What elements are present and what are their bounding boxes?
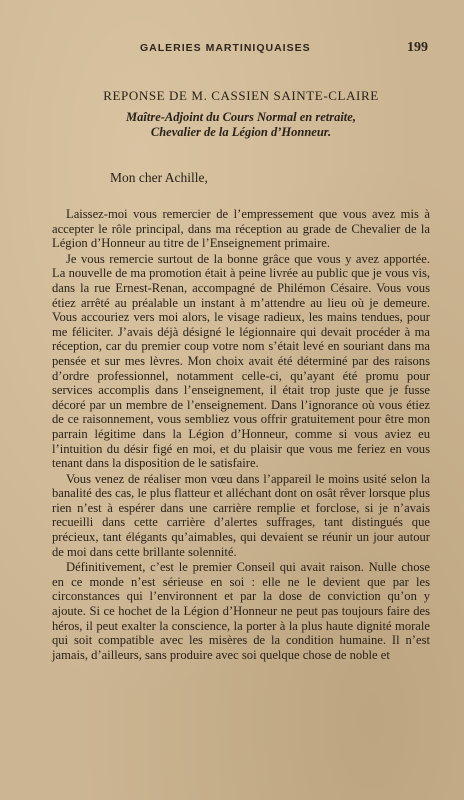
section-heading: [52, 88, 430, 140]
paragraph: Définitivement, c’est le premier Conseil qui avait raison. Nulle chose en ce monde n’est sérieuse en soi : elle ne le devient que par les circonstances qui l’environnent et par la dose de conviction qu’on y ajoute. Si ce hochet de la Légion d’Honneur ne peut pas toujours faire des héros, il peut exalter la conscience, la porter à la plus haute dignité morale qui soit compatible avec les misères de la condition humaine. Il n’est jamais, d’ailleurs, sans produire avec soi quelque chose de noble et: [52, 560, 430, 662]
heading-subtitle-line-1: Maître-Adjoint du Cours Normal en retraite,: [126, 110, 356, 124]
running-head: [140, 40, 428, 56]
paragraph: Je vous remercie surtout de la bonne grâce que vous y avez apportée. La nouvelle de ma promotion était à peine livrée au public que je vous vis, dans la rue Ernest-Renan, accompagné de Philémon Césaire. Vous vous étiez arrêté au préalable un instant à m’attendre au lieu où je demeure. Vous accouriez vers moi alors, le visage radieux, les mains tendues, pour me féliciter. J’avais déjà désigné le légionnaire qui devait procéder à ma réception, car du premier coup votre nom s’était levé en souriant dans ma pensée et sur mes lèvres. Mon choix avait été déterminé par des raisons d’ordre professionnel, notamment celle-ci, qu’ayant été promu pour services accomplis dans l’enseignement, il était trop juste que je fusse décoré par un membre de l’enseignement. Dans l’ignorance où vous étiez de ce raisonnement, vous sembliez vous offrir gratuitement pour être mon parrain légitime dans la Légion d’Honneur, comme si vous aviez eu l’intuition du désir figé en moi, et du plaisir que vous me feriez en vous tenant dans la disposition de le satisfaire.: [52, 251, 430, 471]
heading-subtitle-line-2: Chevalier de la Légion d’Honneur.: [150, 125, 332, 139]
paragraph: Laissez-moi vous remercier de l’empressement que vous avez mis à accepter le rôle principal, dans ma réception au grade de Chevalier de la Légion d’Honneur au titre de l’Enseignement primaire.: [52, 207, 430, 251]
salutation: Mon cher Achille,: [110, 170, 208, 185]
body-text: [52, 207, 430, 663]
paragraph: Vous venez de réaliser mon vœu dans l’appareil le moins usité selon la banalité des cas, le plus flatteur et alléchant dont on osât rêver lorsque plus rien n’est à espérer dans une carrière remplie et forclose, si je n’avais recueilli dans cette carrière d’alertes suffrages, tant distingués que précieux, tant élégants qu’aimables, qui devaient se réunir un jour autour de moi dans cette brillante solennité.: [52, 471, 430, 559]
heading-title: REPONSE DE M. CASSIEN SAINTE-CLAIRE: [103, 88, 379, 103]
running-title: GALERIES MARTINIQUAISES: [140, 42, 311, 54]
page-number: 199: [407, 40, 428, 55]
